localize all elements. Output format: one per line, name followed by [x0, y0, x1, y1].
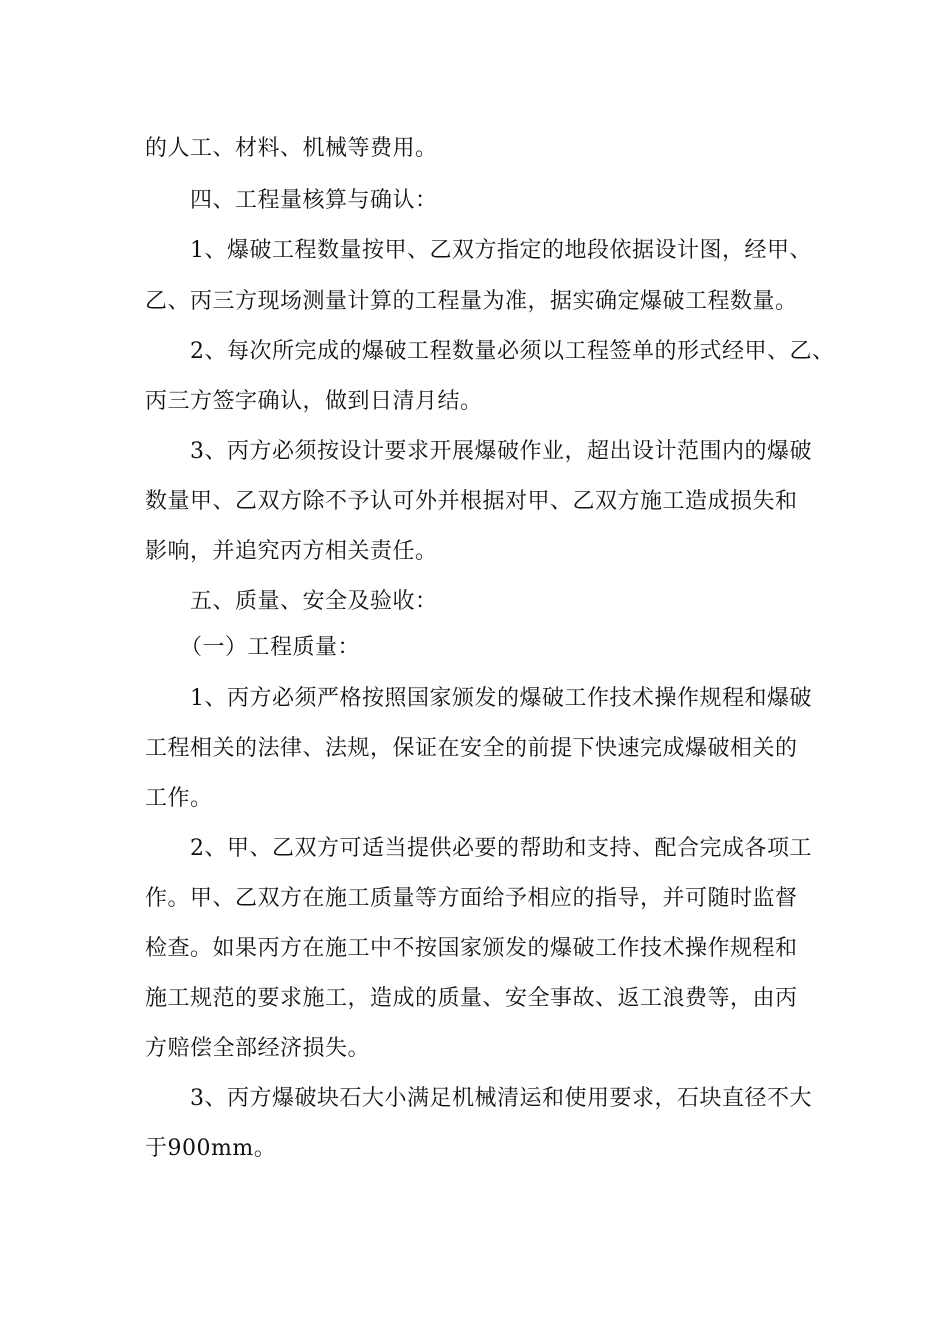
- text-line: 的人工、材料、机械等费用。: [145, 136, 438, 161]
- subsection-heading: （一）工程质量：: [180, 635, 361, 660]
- text-line: 2、每次所完成的爆破工程数量必须以工程签单的形式经甲、乙、: [190, 339, 835, 364]
- text-line: 1、丙方必须严格按照国家颁发的爆破工作技术操作规程和爆破: [190, 686, 812, 711]
- text-line: 工作。: [145, 786, 213, 811]
- text-line: 2、甲、乙双方可适当提供必要的帮助和支持、配合完成各项工: [190, 836, 812, 861]
- text-line: 方赔偿全部经济损失。: [145, 1036, 371, 1061]
- text-line: 检查。如果丙方在施工中不按国家颁发的爆破工作技术操作规程和: [145, 936, 798, 961]
- text-line: 丙三方签字确认，做到日清月结。: [145, 389, 483, 414]
- text-line: 施工规范的要求施工，造成的质量、安全事故、返工浪费等，由丙: [145, 986, 798, 1011]
- text-line: 影响，并追究丙方相关责任。: [145, 539, 438, 564]
- text-line: 作。甲、乙双方在施工质量等方面给予相应的指导，并可随时监督: [145, 886, 798, 911]
- text-line: 1、爆破工程数量按甲、乙双方指定的地段依据设计图，经甲、: [190, 238, 812, 263]
- text-line: 乙、丙三方现场测量计算的工程量为准，据实确定爆破工程数量。: [145, 289, 798, 314]
- text-line: 3、丙方必须按设计要求开展爆破作业，超出设计范围内的爆破: [190, 439, 812, 464]
- text-line: 数量甲、乙双方除不予认可外并根据对甲、乙双方施工造成损失和: [145, 489, 798, 514]
- text-line: 于900mm。: [145, 1136, 277, 1161]
- section-heading-four: 四、工程量核算与确认：: [190, 188, 438, 213]
- text-line: 工程相关的法律、法规，保证在安全的前提下快速完成爆破相关的: [145, 736, 798, 761]
- section-heading-five: 五、质量、安全及验收：: [190, 589, 438, 614]
- text-line: 3、丙方爆破块石大小满足机械清运和使用要求，石块直径不大: [190, 1086, 812, 1111]
